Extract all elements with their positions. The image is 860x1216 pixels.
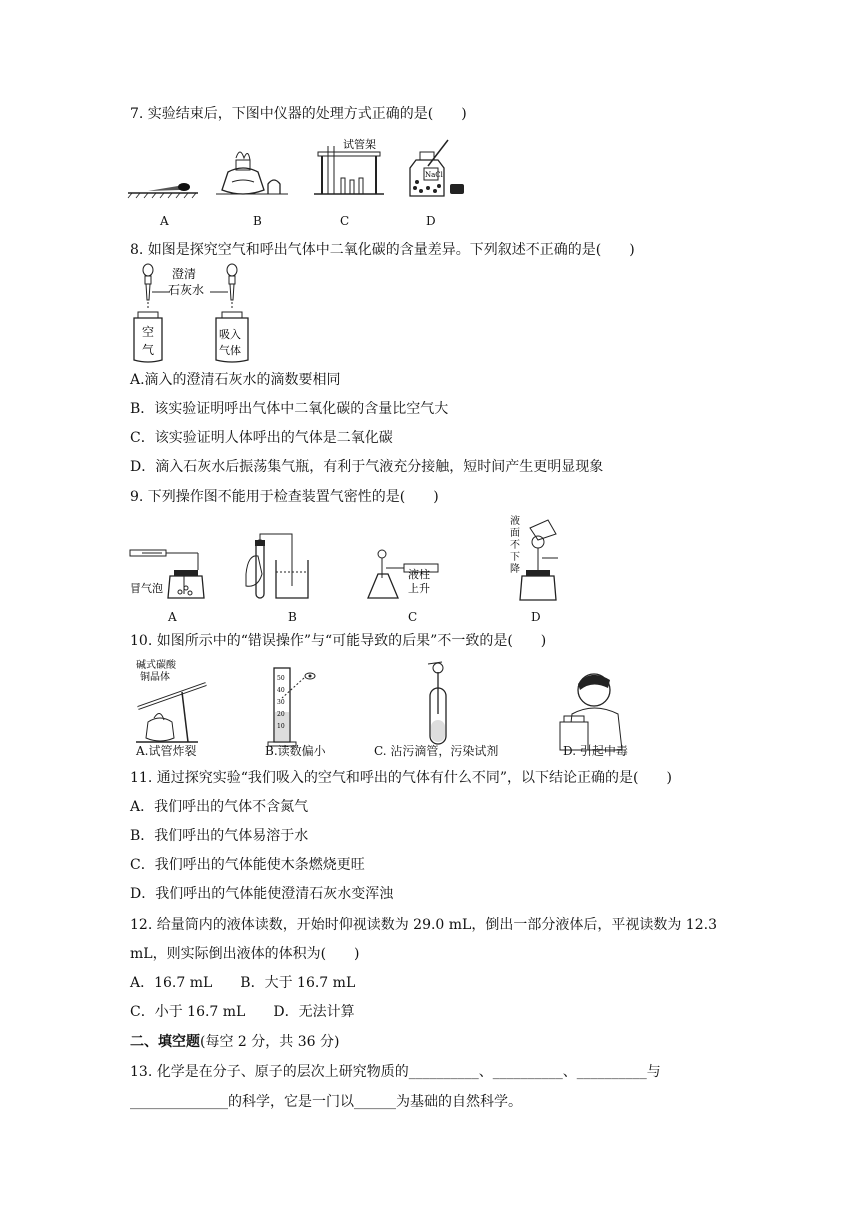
q10-caption-c: C. 沾污滴管，污染试剂 bbox=[374, 744, 499, 758]
level-label-2: 面 bbox=[510, 528, 520, 539]
syringe-bottle-a-icon bbox=[130, 550, 204, 598]
hand-tube-beaker-b-icon bbox=[246, 534, 308, 598]
tick-40: 40 bbox=[277, 687, 285, 694]
q8-stem: 8. 如图是探究空气和呼出气体中二氧化碳的含量差异。下列叙述不正确的是( ) bbox=[130, 242, 635, 258]
section2-note: (每空 2 分，共 36 分) bbox=[200, 1034, 340, 1050]
q12-options-line1: A．16.7 mL B．大于 16.7 mL bbox=[130, 975, 356, 991]
q12-stem-line1: 12. 给量筒内的液体读数，开始时仰视读数为 29.0 mL，倒出一部分液体后，平视读数为 12.3 bbox=[130, 917, 717, 933]
q9-figure bbox=[128, 514, 588, 604]
q13-line1: 13. 化学是在分子、原子的层次上研究物质的__________、__________、__________与 bbox=[130, 1064, 661, 1080]
graduated-cylinder-b-icon bbox=[268, 668, 315, 746]
bubble-label: 冒气泡 bbox=[130, 582, 163, 595]
crystal-label-1: 碱式碳酸 bbox=[136, 660, 176, 671]
jar-left-text-2: 气 bbox=[142, 343, 155, 357]
level-label-1: 液 bbox=[510, 516, 520, 527]
jar-left-text-1: 空 bbox=[142, 325, 155, 339]
reagent-bottle-icon bbox=[410, 140, 464, 196]
tick-30: 30 bbox=[277, 699, 285, 706]
q7-option-a: A bbox=[160, 214, 169, 228]
q8-option-d: D．滴入石灰水后振荡集气瓶，有利于气液充分接触，短时间产生更明显现象 bbox=[130, 459, 604, 475]
q7-figure bbox=[128, 138, 488, 208]
dropper-in-tube-c-icon bbox=[428, 662, 446, 744]
heating-tube-a-icon bbox=[136, 658, 206, 742]
jar-right-text-2: 气体 bbox=[219, 344, 241, 357]
flask-syringe-c-icon bbox=[368, 550, 438, 598]
q8-figure-svg bbox=[128, 262, 258, 364]
limewater-label-1: 澄清 bbox=[172, 267, 197, 281]
jar-right-text-1: 吸入 bbox=[219, 328, 241, 341]
section2-title: 二、填空题 bbox=[130, 1034, 200, 1050]
q9-option-d: D bbox=[531, 610, 541, 624]
q10-stem: 10. 如图所示中的“错误操作”与“可能导致的后果”不一致的是( ) bbox=[130, 633, 547, 649]
column-label-2: 上升 bbox=[408, 582, 430, 595]
q9-stem: 9. 下列操作图不能用于检查装置气密性的是( ) bbox=[130, 489, 439, 505]
jar-air-icon bbox=[134, 312, 162, 362]
q13-line2: ______________的科学，它是一门以______为基础的自然科学。 bbox=[130, 1094, 522, 1110]
dropper-right-icon bbox=[227, 264, 237, 308]
tick-10: 10 bbox=[277, 723, 285, 730]
q10-caption-d: D. 引起中毒 bbox=[563, 744, 628, 758]
q7-stem: 7. 实验结束后，下图中仪器的处理方式正确的是( ) bbox=[130, 106, 467, 122]
funnel-bottle-d-icon bbox=[510, 514, 558, 600]
level-label-3: 不 bbox=[510, 540, 520, 551]
level-label-5: 降 bbox=[510, 564, 520, 575]
rack-label: 试管架 bbox=[343, 138, 376, 151]
q11-option-a: A．我们呼出的气体不含氮气 bbox=[130, 799, 309, 815]
q10-caption-a: A.试管炸裂 bbox=[136, 744, 197, 758]
q9-option-a: A bbox=[168, 610, 177, 624]
q9-option-b: B bbox=[288, 610, 297, 624]
person-smelling-d-icon bbox=[560, 674, 622, 750]
nacl-label: NaCl bbox=[425, 171, 443, 179]
q12-stem-line2: mL，则实际倒出液体的体积为( ) bbox=[130, 946, 360, 962]
limewater-label-2: 石灰水 bbox=[168, 283, 205, 297]
q11-stem: 11. 通过探究实验“我们吸入的空气和呼出的气体有什么不同”，以下结论正确的是( ) bbox=[130, 770, 672, 786]
q7-option-c: C bbox=[340, 214, 350, 228]
tick-50: 50 bbox=[277, 675, 285, 682]
q11-option-d: D．我们呼出的气体能使澄清石灰水变浑浊 bbox=[130, 886, 394, 902]
alcohol-lamp-icon bbox=[216, 152, 288, 194]
q10-caption-b: B.读数偏小 bbox=[265, 744, 326, 758]
q8-option-b: B．该实验证明呼出气体中二氧化碳的含量比空气大 bbox=[130, 401, 449, 417]
test-tube-rack-icon bbox=[314, 137, 384, 194]
dropper-on-table-icon bbox=[128, 183, 198, 198]
q11-option-c: C．我们呼出的气体能使木条燃烧更旺 bbox=[130, 857, 365, 873]
dropper-left-icon bbox=[143, 264, 153, 308]
tick-20: 20 bbox=[277, 711, 285, 718]
q11-option-b: B．我们呼出的气体易溶于水 bbox=[130, 828, 309, 844]
q7-figure-svg bbox=[128, 138, 488, 208]
q9-figure-svg bbox=[128, 514, 588, 604]
q9-option-c: C bbox=[408, 610, 418, 624]
q7-option-b: B bbox=[253, 214, 262, 228]
q7-option-d: D bbox=[426, 214, 436, 228]
crystal-label-2: 铜晶体 bbox=[140, 672, 170, 683]
jar-exhaled-icon bbox=[216, 312, 248, 362]
section2-heading bbox=[130, 1032, 339, 1052]
q12-options-line2: C．小于 16.7 mL D．无法计算 bbox=[130, 1004, 355, 1020]
level-label-4: 下 bbox=[510, 552, 520, 563]
q8-option-a: A.滴入的澄清石灰水的滴数要相同 bbox=[130, 372, 341, 388]
q8-option-c: C．该实验证明人体呼出的气体是二氧化碳 bbox=[130, 430, 393, 446]
q8-figure bbox=[128, 262, 258, 364]
column-label-1: 液柱 bbox=[408, 568, 430, 581]
